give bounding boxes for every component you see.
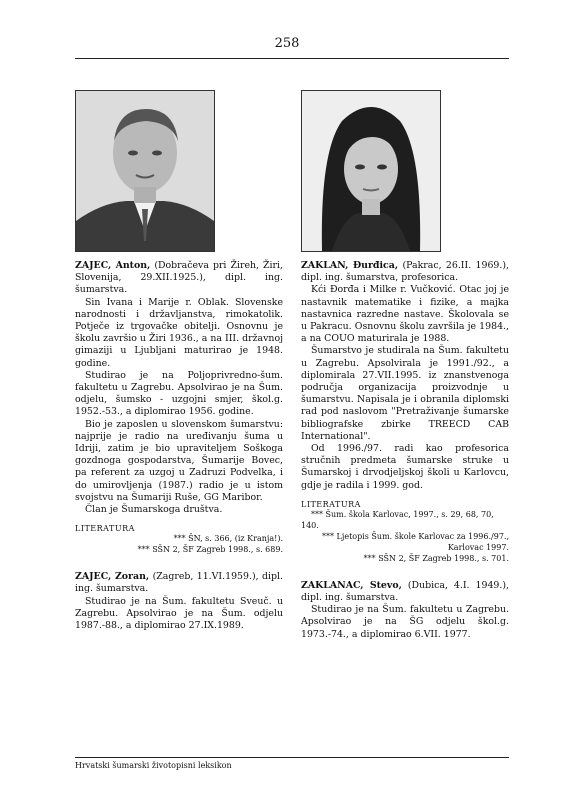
portrait-man-image: [76, 91, 214, 251]
literature-heading: LITERATURA: [301, 499, 361, 509]
left-column: [75, 90, 283, 632]
entry-zajec-zoran: [75, 571, 283, 632]
entry-paragraph: Bio je zaposlen u slovenskom šumarstvu: najprije je radio na uređivanju šuma u Idriji, zatim je bio upraviteljem Soškoga gozdnoga gospodarstva, Šumarije Bovec, pa referent za uzgoj u Zadruzi Podvelka, i do umirovljenja (1987.) radio je u istom svojstvu na Šumariji Ruše, GG Maribor.: [75, 418, 283, 503]
entry-paragraph: Studirao je na Šum. fakultetu u Zagrebu. Apsolvirao je na ŠG odjelu škol.g. 1973.-74., a diplomirao 6.VII. 1977.: [301, 604, 509, 640]
literature-heading: LITERATURA: [75, 524, 135, 534]
literature-item: *** Šum. škola Karlovac, 1997., s. 29, 68, 70, 140.: [301, 509, 494, 530]
entry-paragraph: Član je Šumarskoga društva.: [85, 504, 223, 516]
entry-headword: ZAKLANAC, Stevo,: [301, 579, 402, 591]
entry-headword: ZAJEC, Zoran,: [75, 571, 150, 583]
entry-headword: ZAJEC, Anton,: [75, 260, 151, 271]
entry-zajec-anton: [75, 260, 283, 516]
entry-paragraph: Šumarstvo je studirala na Šum. fakultetu u Zagrebu. Apsolvirala je 1991./92., a diplomirala 27.VII.1995. iz znanstvenoga područja organizacija proizvodnje u šumarstvu. Napisala je i obranila diplomski rad pod naslovom "Pretraživanje šumarske bibliografske zbirke TREECD CAB International".: [301, 345, 509, 442]
literature-item: *** SŠN 2, ŠF Zagreb 1998., s. 689.: [137, 545, 283, 555]
right-column: [301, 90, 509, 641]
entry-zaklan-durdica: [301, 260, 509, 492]
literature-item: *** Ljetopis Šum. škole Karlovac za 1996./97., Karlovac 1997.: [322, 531, 509, 552]
literature-item: *** ŠN, s. 366, (iz Kranja!).: [173, 534, 283, 544]
entry-header-details: (Dubica, 4.I. 1949.), dipl. ing. šumarstva.: [301, 579, 509, 604]
header-rule: [75, 58, 509, 59]
entry-paragraph: Sin Ivana i Marije r. Oblak. Slovenske narodnosti i državljanstva, rimokatolik. Potječe iz trgovačke obitelji. Osnovnu je školu završio u Žiri 1936., a na III. državnoj gimaziji u Ljubljani maturirao je 1948. godine.: [75, 296, 283, 369]
entry-paragraph: Studirao je na Šum. fakultetu Sveuč. u Zagrebu. Apsolvirao je na Šum. odjelu 1987.-88., a diplomirao 27.IX.1989.: [75, 595, 283, 632]
entry-zaklanac-stevo: [301, 580, 509, 641]
portrait-photo-zajec-anton: [75, 90, 215, 252]
page-number: 258: [274, 36, 300, 51]
literature-item: *** SŠN 2, ŠF Zagreb 1998., s. 701.: [363, 553, 509, 563]
portrait-photo-zaklan-durdica: [301, 90, 441, 252]
portrait-woman-image: [302, 91, 440, 251]
entry-paragraph: Kći Đorđa i Milke r. Vučković. Otac joj je nastavnik matematike i fizike, a majka nastavnica razredne nastave. Školovala se u Pakracu. Osnovnu školu završila je 1984., a na COUO maturirala je 1988.: [301, 284, 509, 345]
entry-header-details: (Pakrac, 26.II. 1969.), dipl. ing. šumarstva, profesorica.: [301, 260, 510, 284]
entry-headword: ZAKLAN, Đurđica,: [301, 260, 399, 271]
entry-header-details: (Zagreb, 11.VI.1959.), dipl. ing. šumarstva.: [75, 571, 283, 595]
entry-paragraph: Od 1996./97. radi kao profesorica stručnih predmeta šumarske struke u Šumarskoj i drvodjeljskoj školi u Karlovcu, gdje je radila i 1999. god.: [301, 443, 509, 491]
entry-paragraph: Studirao je na Poljoprivredno-šum. fakultetu u Zagrebu. Apsolvirao je na Šum. odjelu, šumsko - uzgojni smjer, škol.g. 1952.-53., a diplomirao 1956. godine.: [75, 369, 283, 418]
footer-publication-title: Hrvatski šumarski životopisni leksikon: [75, 761, 232, 770]
footer-rule: [75, 757, 509, 758]
entry-header-details: (Dobračeva pri Žireh, Žiri, Slovenija, 29.XII.1925.), dipl. ing. šumarstva.: [75, 260, 283, 296]
